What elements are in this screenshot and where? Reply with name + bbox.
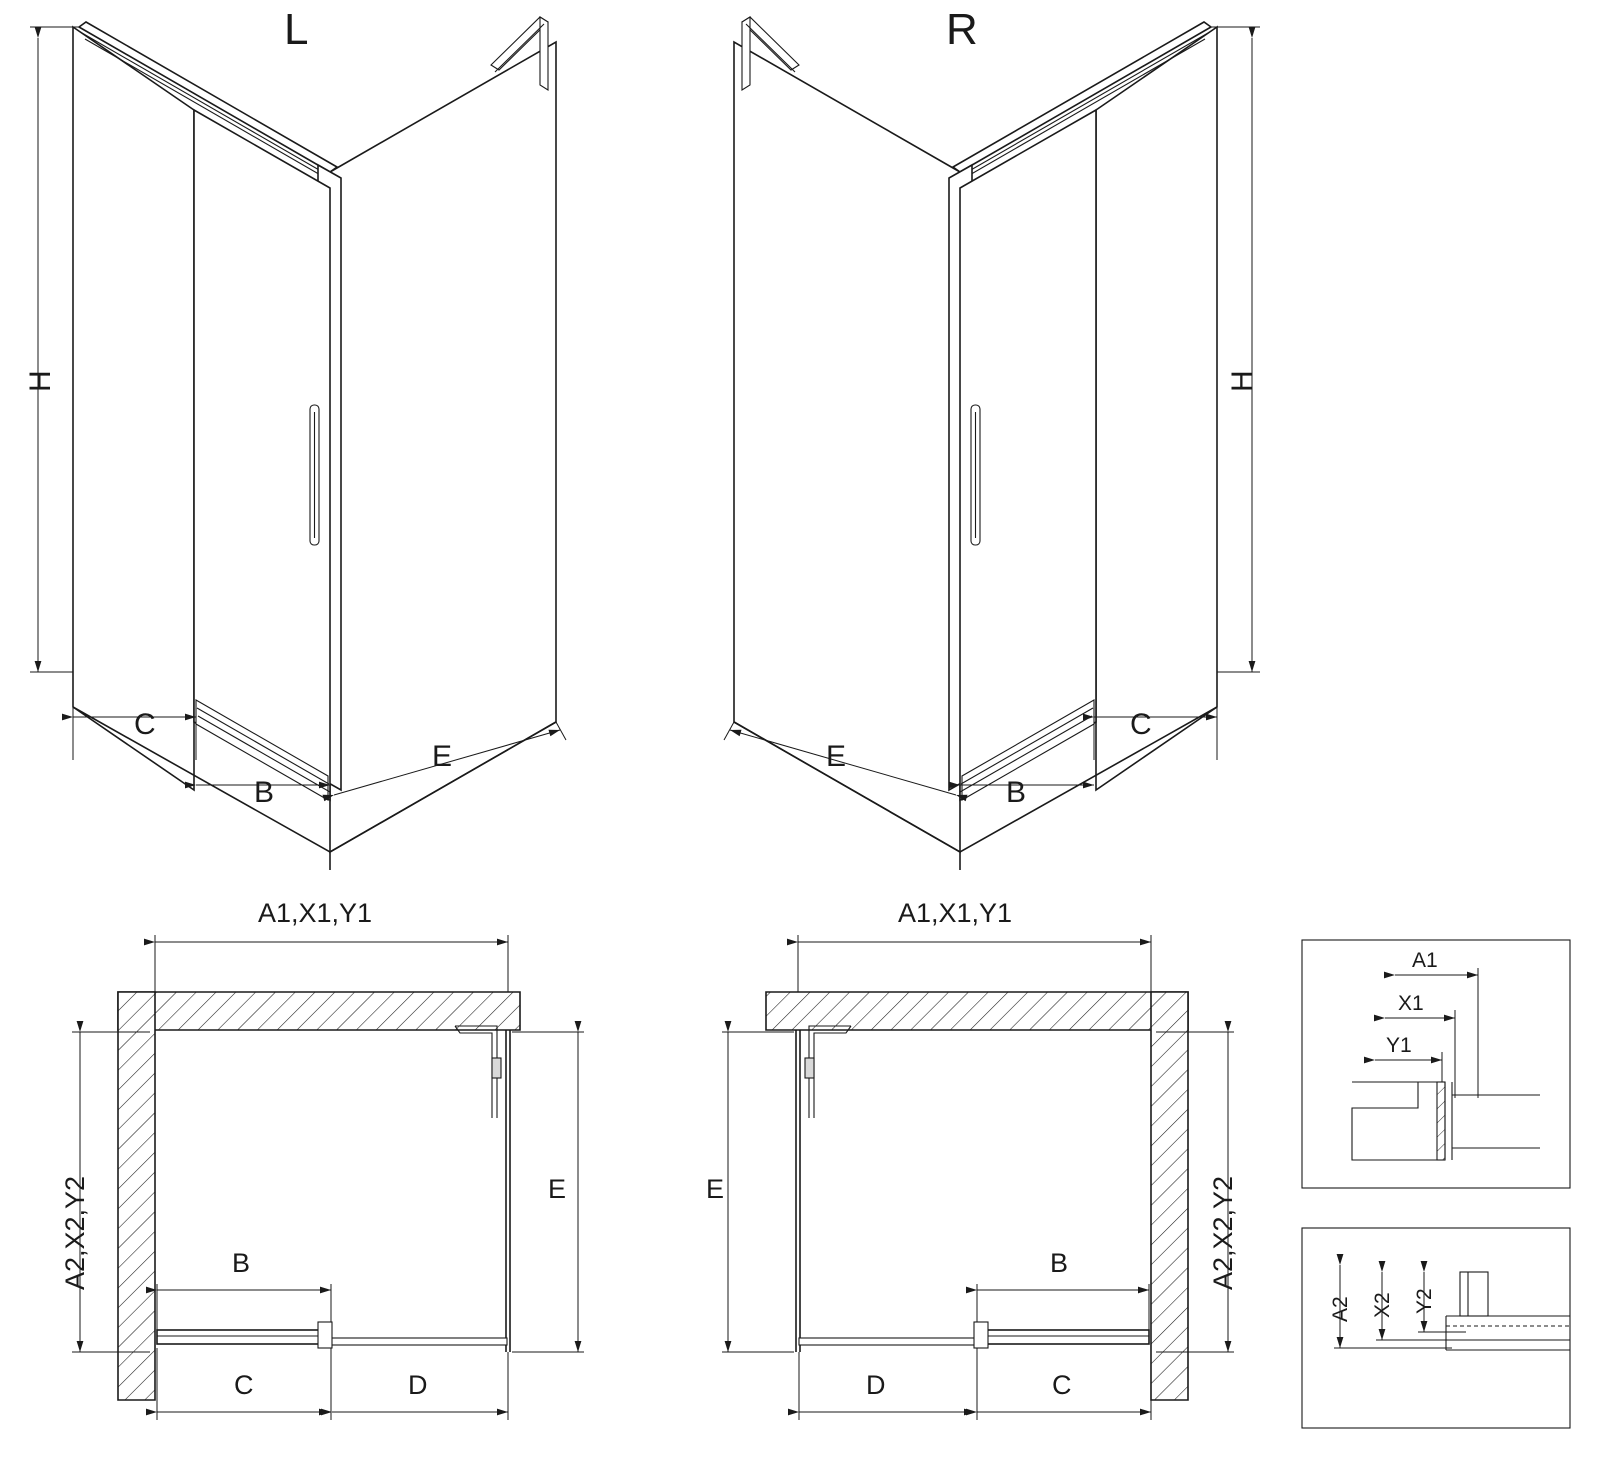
detail-top-dim-Y1: Y1	[1386, 1034, 1412, 1057]
iso-view-left	[30, 17, 566, 870]
plan-right-dim-A1X1Y1: A1,X1,Y1	[898, 898, 1013, 928]
dim-E-plan-right	[722, 1032, 794, 1352]
iso-left-title: L	[284, 5, 309, 54]
detail-bottom-dim-X2: X2	[1371, 1292, 1394, 1318]
door-handle-right	[971, 405, 980, 545]
iso-left-dim-B: B	[254, 776, 275, 809]
support-bar-plan-right	[805, 1026, 851, 1118]
iso-right-dim-E: E	[826, 740, 847, 773]
detail-view-top	[1302, 940, 1570, 1188]
door-assembly-plan-right	[799, 1322, 1149, 1348]
support-bar-plan-left	[455, 1026, 501, 1118]
detail-bottom-dim-Y2: Y2	[1413, 1288, 1436, 1314]
plan-left-dim-A1X1Y1: A1,X1,Y1	[258, 898, 373, 928]
plan-left-dim-B: B	[232, 1248, 251, 1278]
iso-right-dim-H: H	[1226, 370, 1259, 392]
plan-right-dim-B: B	[1050, 1248, 1069, 1278]
iso-right-dim-C: C	[1130, 708, 1152, 741]
plan-right-dim-D: D	[866, 1370, 886, 1400]
plan-right-dim-A2X2Y2: A2,X2,Y2	[1208, 1175, 1238, 1290]
dim-C-D-plan-right	[799, 1348, 1151, 1420]
dim-A1X1Y1-left	[155, 935, 508, 1000]
plan-right-dim-C: C	[1052, 1370, 1072, 1400]
plan-left-dim-D: D	[408, 1370, 428, 1400]
detail-top-dim-X1: X1	[1398, 992, 1424, 1015]
iso-right-title: R	[946, 5, 978, 54]
iso-left-dim-E: E	[432, 740, 453, 773]
plan-view-right	[722, 935, 1234, 1420]
dim-C-D-plan-left	[157, 1348, 508, 1420]
dim-B-plan-right	[977, 1284, 1149, 1330]
plan-view-left	[72, 935, 584, 1420]
iso-left-dim-H: H	[24, 370, 57, 392]
plan-left-dim-C: C	[234, 1370, 254, 1400]
dim-B-plan-left	[157, 1284, 331, 1330]
plan-right-dim-E: E	[706, 1174, 725, 1204]
detail-view-bottom	[1302, 1228, 1570, 1428]
plan-left-dim-E: E	[548, 1174, 567, 1204]
plan-left-dim-A2X2Y2: A2,X2,Y2	[60, 1175, 90, 1290]
dim-A1X1Y1-right	[798, 935, 1151, 1000]
door-handle-left	[310, 405, 319, 545]
door-assembly-plan-left	[157, 1322, 507, 1348]
iso-view-right	[724, 17, 1260, 870]
detail-bottom-dim-A2: A2	[1329, 1296, 1352, 1322]
iso-right-dim-B: B	[1006, 776, 1027, 809]
iso-left-dim-C: C	[134, 708, 156, 741]
detail-top-dim-A1: A1	[1412, 949, 1438, 972]
